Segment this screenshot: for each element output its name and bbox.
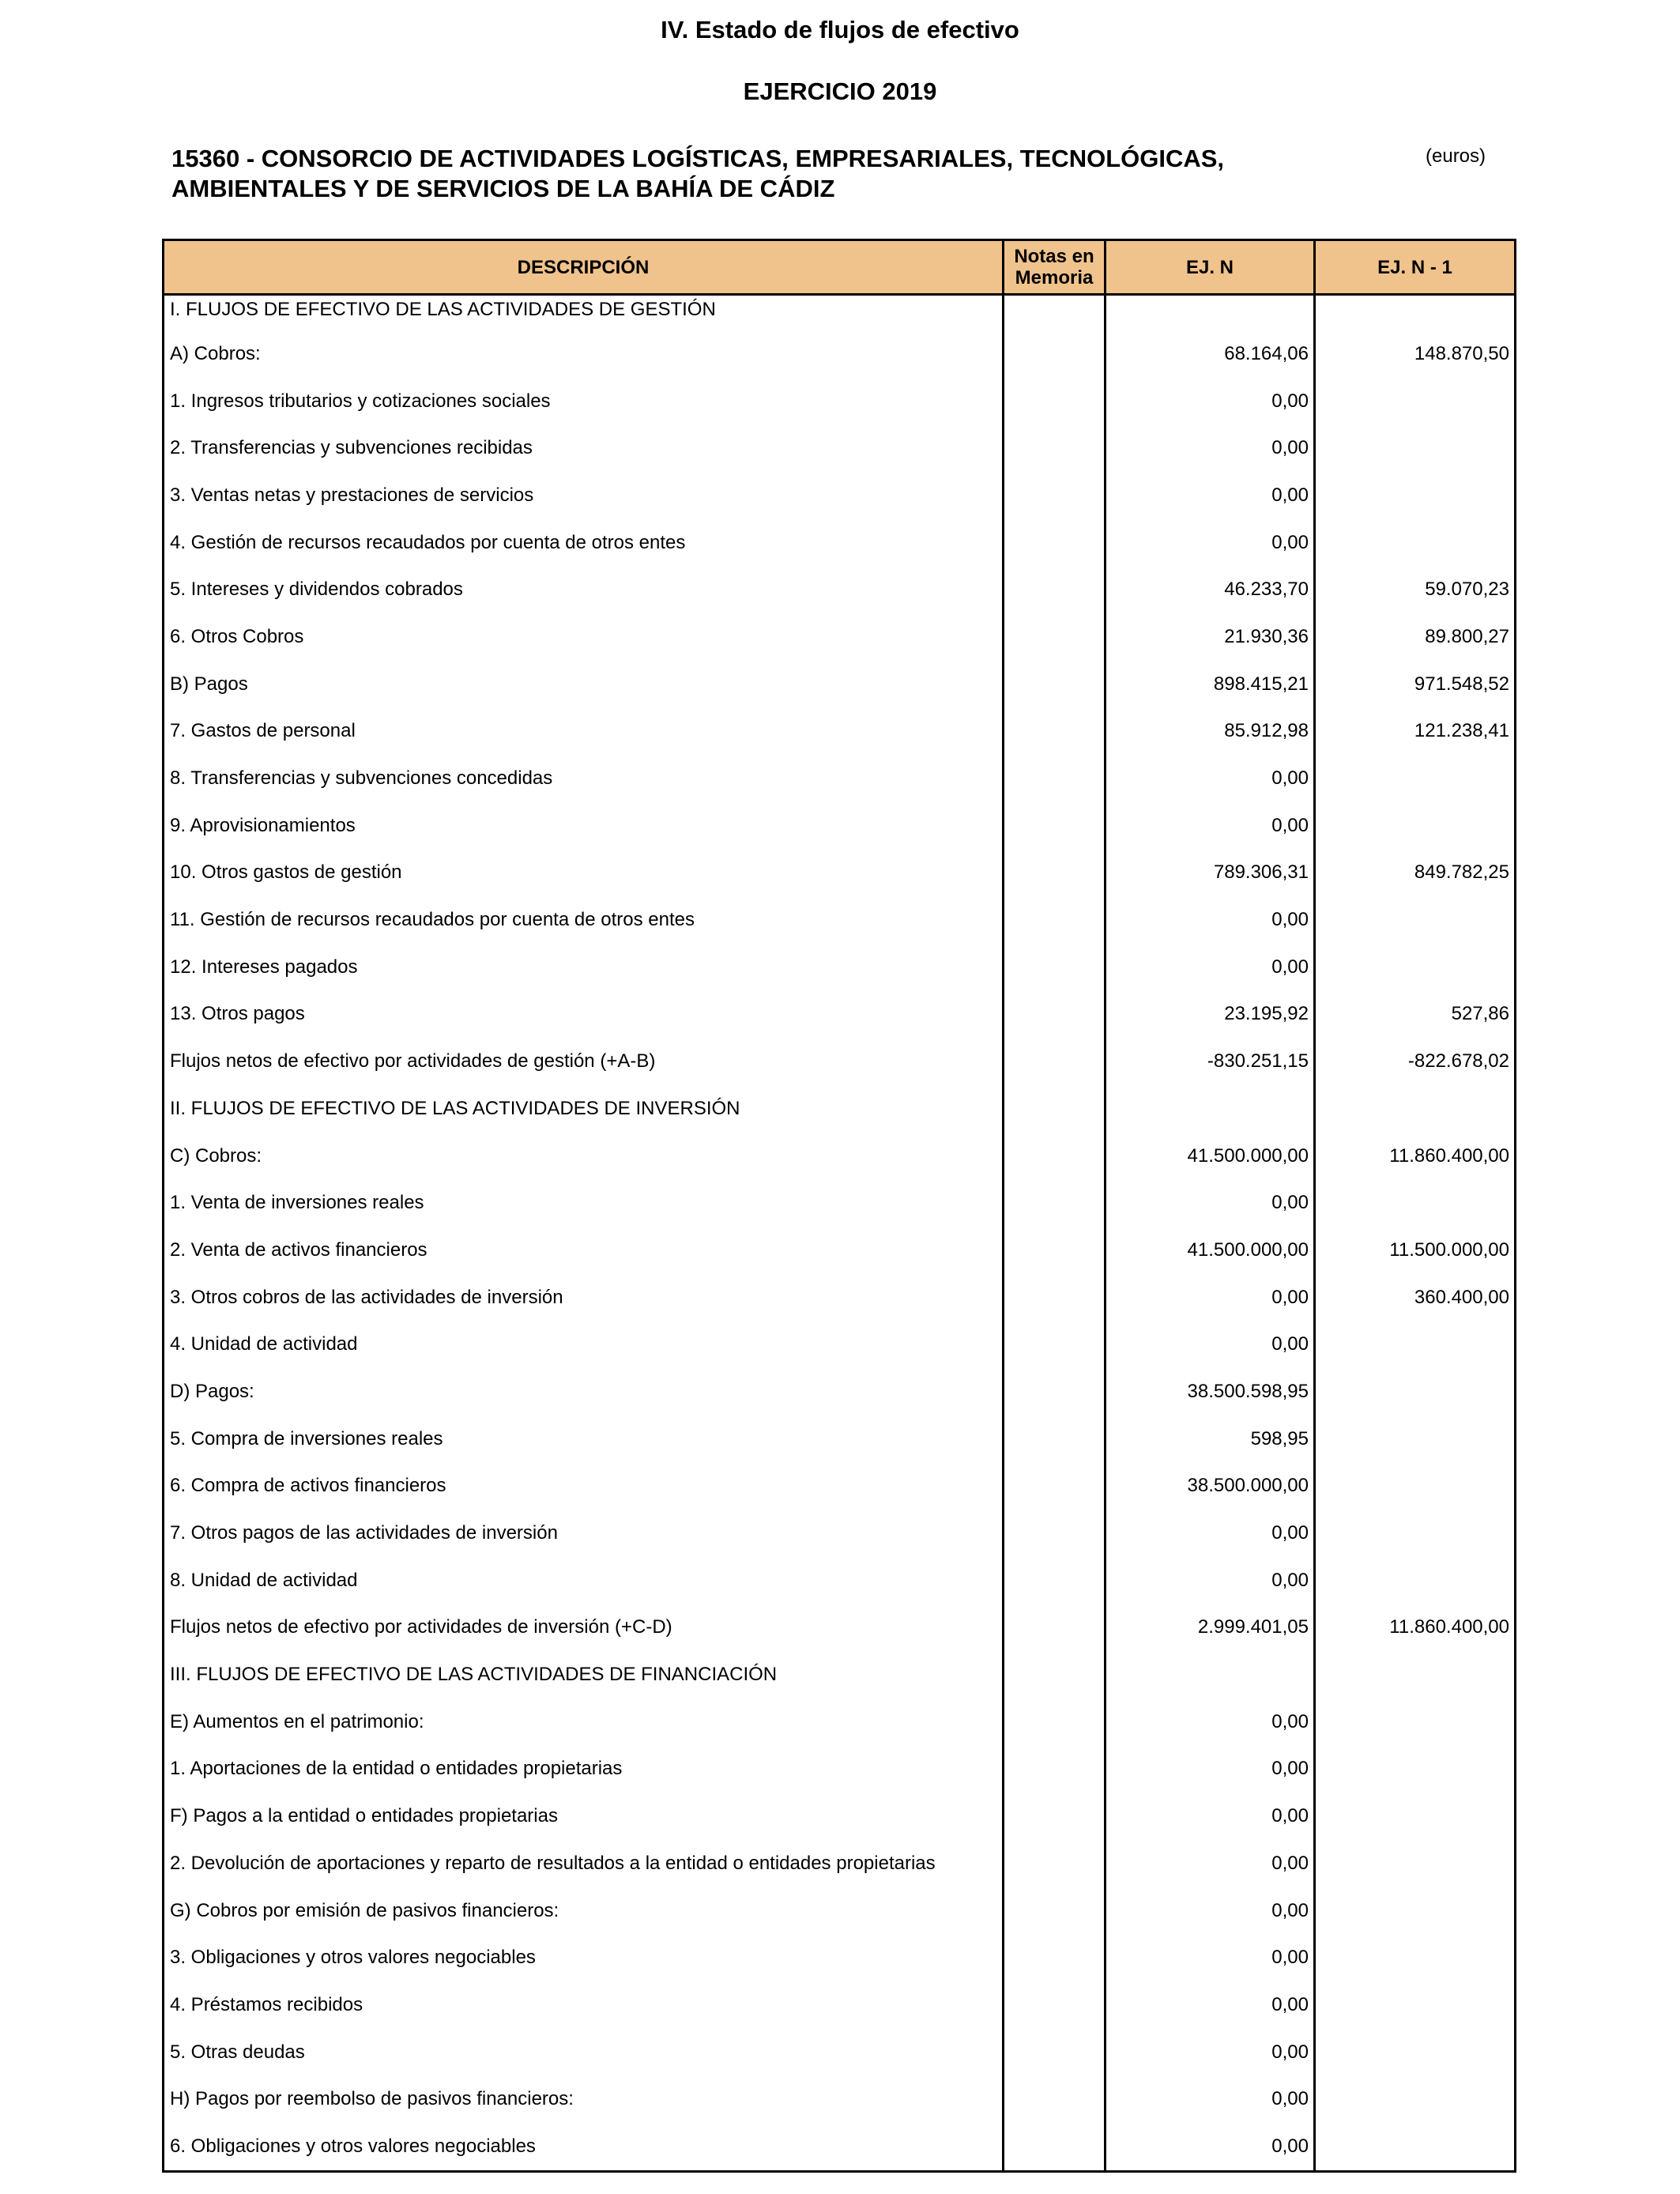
table-row — [164, 1321, 1516, 1368]
row-description: 8. Unidad de actividad — [170, 1569, 358, 1591]
row-value-previous — [1315, 1746, 1516, 1793]
column-header-current-year: EJ. N — [1106, 240, 1315, 295]
row-description: 1. Aportaciones de la entidad o entidades propietarias — [170, 1758, 623, 1780]
table-row — [164, 1368, 1516, 1416]
row-notes — [1004, 295, 1106, 331]
row-value-previous: 527,86 — [1315, 991, 1516, 1039]
row-value-current: 0,00 — [1106, 2029, 1315, 2076]
entity-name-line-1: 15360 - CONSORCIO DE ACTIVIDADES LOGÍSTICAS, EMPRESARIALES, TECNOLÓGICAS, — [171, 145, 1225, 172]
row-value-current: 0,00 — [1106, 1557, 1315, 1604]
row-value-previous: 59.070,23 — [1315, 566, 1516, 613]
row-notes — [1004, 566, 1106, 613]
row-description: 6. Obligaciones y otros valores negociables — [170, 2135, 536, 2157]
row-description: 3. Ventas netas y prestaciones de servicios — [170, 484, 534, 506]
table-row — [164, 519, 1516, 567]
row-value-current: 898.415,21 — [1106, 661, 1315, 708]
row-value-current: 0,00 — [1106, 424, 1315, 472]
column-header-notes-line-2: Memoria — [1015, 267, 1094, 288]
row-value-current — [1106, 1651, 1315, 1698]
row-value-current: 0,00 — [1106, 896, 1315, 944]
row-value-previous — [1315, 2029, 1516, 2076]
row-value-previous — [1315, 519, 1516, 567]
row-notes — [1004, 378, 1106, 425]
row-notes — [1004, 1557, 1106, 1604]
row-value-previous — [1315, 2123, 1516, 2171]
row-description: 12. Intereses pagados — [170, 956, 358, 978]
row-value-previous — [1315, 295, 1516, 331]
table-row — [164, 2075, 1516, 2123]
column-header-previous-year: EJ. N - 1 — [1315, 240, 1516, 295]
table-body — [164, 295, 1516, 2172]
row-value-current: 0,00 — [1106, 1274, 1315, 1321]
row-value-current: 0,00 — [1106, 1698, 1315, 1746]
row-value-previous — [1315, 1887, 1516, 1935]
row-value-current: -830.251,15 — [1106, 1038, 1315, 1085]
table-row — [164, 295, 1516, 331]
row-value-current: 0,00 — [1106, 1510, 1315, 1557]
row-value-current: 23.195,92 — [1106, 991, 1315, 1039]
row-notes — [1004, 1133, 1106, 1180]
column-header-notes-line-1: Notas en — [1014, 246, 1094, 267]
row-description: 10. Otros gastos de gestión — [170, 861, 402, 884]
row-value-previous — [1315, 1557, 1516, 1604]
table-row — [164, 944, 1516, 991]
row-value-current: 0,00 — [1106, 1887, 1315, 1935]
row-notes — [1004, 1038, 1106, 1085]
row-notes — [1004, 1651, 1106, 1698]
row-value-current: 85.912,98 — [1106, 708, 1315, 756]
row-value-current — [1106, 1085, 1315, 1133]
table-row — [164, 1746, 1516, 1793]
row-value-current: 0,00 — [1106, 1981, 1315, 2029]
row-value-previous: 11.860.400,00 — [1315, 1133, 1516, 1180]
row-description: 1. Ingresos tributarios y cotizaciones sociales — [170, 390, 551, 412]
row-value-current: 0,00 — [1106, 2123, 1315, 2171]
row-value-current: 0,00 — [1106, 1179, 1315, 1227]
row-value-current: 41.500.000,00 — [1106, 1227, 1315, 1274]
row-notes — [1004, 1321, 1106, 1368]
row-description: 2. Devolución de aportaciones y reparto de resultados a la entidad o entidades propietarias — [170, 1852, 936, 1874]
row-value-current: 68.164,06 — [1106, 330, 1315, 378]
row-description: 4. Gestión de recursos recaudados por cuenta de otros entes — [170, 531, 686, 553]
table-row — [164, 1133, 1516, 1180]
row-value-previous: 11.500.000,00 — [1315, 1227, 1516, 1274]
table-row — [164, 1651, 1516, 1698]
row-description: 6. Compra de activos financieros — [170, 1475, 446, 1497]
table-row — [164, 850, 1516, 897]
table-row — [164, 2029, 1516, 2076]
row-value-previous — [1315, 1981, 1516, 2029]
row-description: 3. Obligaciones y otros valores negociables — [170, 1947, 536, 1969]
row-value-previous: 11.860.400,00 — [1315, 1604, 1516, 1652]
row-value-current: 0,00 — [1106, 1793, 1315, 1840]
row-description: 7. Gastos de personal — [170, 720, 356, 742]
row-value-current: 38.500.000,00 — [1106, 1463, 1315, 1510]
row-description: Flujos netos de efectivo por actividades de inversión (+C-D) — [170, 1616, 672, 1638]
row-notes — [1004, 472, 1106, 519]
row-description: H) Pagos por reembolso de pasivos financieros: — [170, 2088, 574, 2110]
row-value-previous — [1315, 1510, 1516, 1557]
row-notes — [1004, 2075, 1106, 2123]
row-value-previous — [1315, 424, 1516, 472]
table-row — [164, 1793, 1516, 1840]
row-description: 4. Unidad de actividad — [170, 1333, 358, 1355]
row-value-current — [1106, 295, 1315, 331]
row-value-current: 598,95 — [1106, 1416, 1315, 1463]
row-notes — [1004, 1934, 1106, 1981]
row-description: A) Cobros: — [170, 342, 261, 364]
row-notes — [1004, 1227, 1106, 1274]
row-description: I. FLUJOS DE EFECTIVO DE LAS ACTIVIDADES DE GESTIÓN — [170, 299, 716, 320]
row-value-current: 0,00 — [1106, 1934, 1315, 1981]
row-description: D) Pagos: — [170, 1380, 254, 1402]
row-value-current: 789.306,31 — [1106, 850, 1315, 897]
row-notes — [1004, 1840, 1106, 1887]
table-row — [164, 1840, 1516, 1887]
row-value-previous — [1315, 1416, 1516, 1463]
row-value-previous — [1315, 1840, 1516, 1887]
row-notes — [1004, 1463, 1106, 1510]
row-value-previous — [1315, 1698, 1516, 1746]
row-notes — [1004, 519, 1106, 567]
row-value-current: 38.500.598,95 — [1106, 1368, 1315, 1416]
row-value-previous: 971.548,52 — [1315, 661, 1516, 708]
row-notes — [1004, 1179, 1106, 1227]
row-notes — [1004, 1416, 1106, 1463]
row-description: 13. Otros pagos — [170, 1003, 305, 1025]
row-notes — [1004, 1085, 1106, 1133]
row-notes — [1004, 2029, 1106, 2076]
row-notes — [1004, 755, 1106, 802]
row-value-previous: 89.800,27 — [1315, 613, 1516, 661]
row-value-previous — [1315, 1179, 1516, 1227]
table-header-row — [164, 240, 1516, 295]
row-value-current: 0,00 — [1106, 2075, 1315, 2123]
table-row — [164, 661, 1516, 708]
row-value-previous: 121.238,41 — [1315, 708, 1516, 756]
table-row — [164, 802, 1516, 850]
table-row — [164, 708, 1516, 756]
row-description: 2. Venta de activos financieros — [170, 1238, 428, 1261]
table-row — [164, 896, 1516, 944]
table-row — [164, 755, 1516, 802]
row-notes — [1004, 1604, 1106, 1652]
row-value-previous — [1315, 1463, 1516, 1510]
row-value-previous: 360.400,00 — [1315, 1274, 1516, 1321]
table-row — [164, 1179, 1516, 1227]
entity-name — [171, 144, 1341, 204]
row-description: G) Cobros por emisión de pasivos financieros: — [170, 1899, 559, 1921]
table-row — [164, 613, 1516, 661]
row-notes — [1004, 802, 1106, 850]
row-value-current: 0,00 — [1106, 1840, 1315, 1887]
table-row — [164, 1038, 1516, 1085]
row-notes — [1004, 896, 1106, 944]
row-description: 5. Intereses y dividendos cobrados — [170, 579, 463, 601]
table-row — [164, 1227, 1516, 1274]
row-description: III. FLUJOS DE EFECTIVO DE LAS ACTIVIDADES DE FINANCIACIÓN — [170, 1664, 778, 1686]
entity-name-line-2: AMBIENTALES Y DE SERVICIOS DE LA BAHÍA DE CÁDIZ — [171, 175, 835, 202]
exercise-year: EJERCICIO 2019 — [743, 77, 937, 105]
row-value-current: 0,00 — [1106, 519, 1315, 567]
row-description: 5. Compra de inversiones reales — [170, 1427, 443, 1449]
row-notes — [1004, 1274, 1106, 1321]
table-row — [164, 1887, 1516, 1935]
table-row — [164, 1274, 1516, 1321]
row-value-previous — [1315, 2075, 1516, 2123]
row-value-previous — [1315, 1085, 1516, 1133]
row-value-current: 2.999.401,05 — [1106, 1604, 1315, 1652]
table-row — [164, 378, 1516, 425]
row-description: 1. Venta de inversiones reales — [170, 1192, 424, 1214]
table-row — [164, 566, 1516, 613]
row-value-current: 0,00 — [1106, 755, 1315, 802]
row-value-previous — [1315, 472, 1516, 519]
row-description: 3. Otros cobros de las actividades de inversión — [170, 1286, 563, 1308]
row-description: 9. Aprovisionamientos — [170, 814, 356, 836]
row-notes — [1004, 1698, 1106, 1746]
row-notes — [1004, 944, 1106, 991]
row-notes — [1004, 850, 1106, 897]
row-description: 8. Transferencias y subvenciones concedidas — [170, 767, 553, 790]
row-notes — [1004, 708, 1106, 756]
row-description: 5. Otras deudas — [170, 2041, 305, 2063]
row-notes — [1004, 1510, 1106, 1557]
row-value-previous — [1315, 378, 1516, 425]
row-notes — [1004, 1746, 1106, 1793]
table-row — [164, 330, 1516, 378]
row-value-previous — [1315, 896, 1516, 944]
cash-flow-table — [162, 239, 1516, 2173]
row-description: C) Cobros: — [170, 1144, 262, 1167]
row-notes — [1004, 613, 1106, 661]
row-value-previous: 849.782,25 — [1315, 850, 1516, 897]
table-row — [164, 1463, 1516, 1510]
row-description: 11. Gestión de recursos recaudados por cuenta de otros entes — [170, 909, 695, 931]
row-value-current: 0,00 — [1106, 1321, 1315, 1368]
row-value-previous — [1315, 1321, 1516, 1368]
column-header-description: DESCRIPCIÓN — [164, 240, 1004, 295]
table-row — [164, 1416, 1516, 1463]
row-value-current: 46.233,70 — [1106, 566, 1315, 613]
row-notes — [1004, 991, 1106, 1039]
table-row — [164, 1085, 1516, 1133]
row-value-current: 0,00 — [1106, 472, 1315, 519]
row-description: 4. Préstamos recibidos — [170, 1993, 363, 2015]
row-value-current: 21.930,36 — [1106, 613, 1315, 661]
row-value-previous — [1315, 1934, 1516, 1981]
table-row — [164, 991, 1516, 1039]
row-value-previous: 148.870,50 — [1315, 330, 1516, 378]
table-row — [164, 1981, 1516, 2029]
row-description: 7. Otros pagos de las actividades de inversión — [170, 1522, 558, 1544]
row-notes — [1004, 1887, 1106, 1935]
row-value-current: 0,00 — [1106, 802, 1315, 850]
row-notes — [1004, 661, 1106, 708]
table-row — [164, 1934, 1516, 1981]
table-row — [164, 472, 1516, 519]
table-row — [164, 1604, 1516, 1652]
row-description: B) Pagos — [170, 673, 248, 695]
row-description: 6. Otros Cobros — [170, 625, 304, 647]
table-row — [164, 1510, 1516, 1557]
row-notes — [1004, 1793, 1106, 1840]
row-notes — [1004, 1368, 1106, 1416]
table-row — [164, 1698, 1516, 1746]
row-description: F) Pagos a la entidad o entidades propietarias — [170, 1805, 558, 1827]
page-title: IV. Estado de flujos de efectivo — [661, 16, 1019, 43]
row-description: Flujos netos de efectivo por actividades de gestión (+A-B) — [170, 1050, 656, 1072]
row-value-previous — [1315, 944, 1516, 991]
row-description: II. FLUJOS DE EFECTIVO DE LAS ACTIVIDADES DE INVERSIÓN — [170, 1097, 740, 1119]
row-value-current: 41.500.000,00 — [1106, 1133, 1315, 1180]
table-row — [164, 424, 1516, 472]
row-value-previous — [1315, 755, 1516, 802]
row-description: E) Aumentos en el patrimonio: — [170, 1710, 424, 1732]
table-row — [164, 1557, 1516, 1604]
row-notes — [1004, 424, 1106, 472]
row-notes — [1004, 1981, 1106, 2029]
row-notes — [1004, 2123, 1106, 2171]
column-header-notes — [1004, 240, 1106, 295]
currency-unit: (euros) — [1426, 145, 1486, 167]
row-value-previous — [1315, 1368, 1516, 1416]
row-value-current: 0,00 — [1106, 1746, 1315, 1793]
row-description: 2. Transferencias y subvenciones recibidas — [170, 437, 533, 459]
row-value-current: 0,00 — [1106, 944, 1315, 991]
row-value-previous: -822.678,02 — [1315, 1038, 1516, 1085]
row-notes — [1004, 330, 1106, 378]
row-value-previous — [1315, 1651, 1516, 1698]
table-row — [164, 2123, 1516, 2171]
row-value-previous — [1315, 802, 1516, 850]
row-value-current: 0,00 — [1106, 378, 1315, 425]
row-value-previous — [1315, 1793, 1516, 1840]
